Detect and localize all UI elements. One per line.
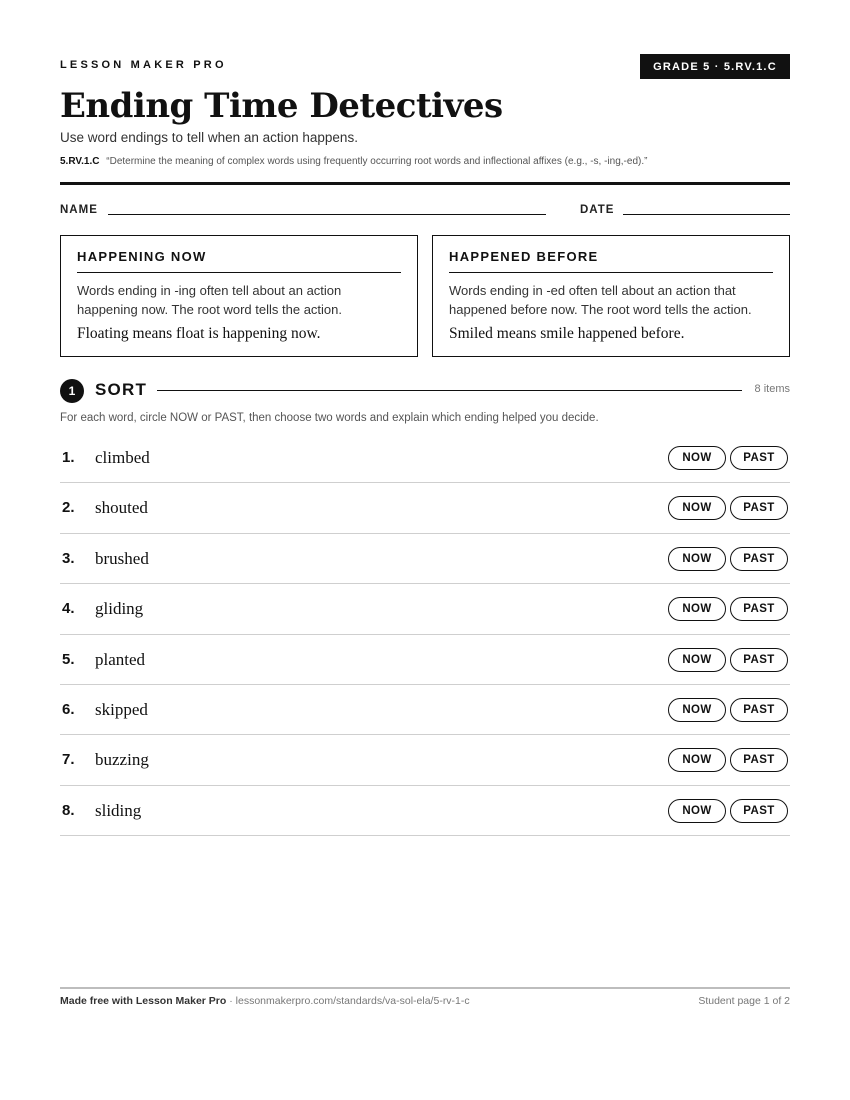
now-option[interactable]: NOW	[668, 799, 726, 823]
word-row	[60, 635, 790, 685]
standard-line	[60, 156, 647, 167]
word-text: climbed	[95, 448, 150, 467]
item-count: 8 items	[754, 383, 790, 395]
card-happened-before	[432, 235, 790, 357]
page-subtitle: Use word endings to tell when an action happens.	[60, 130, 358, 145]
now-option[interactable]: NOW	[668, 698, 726, 722]
now-option[interactable]: NOW	[668, 446, 726, 470]
word-row	[60, 584, 790, 634]
footer-divider	[60, 987, 790, 989]
word-text: buzzing	[95, 750, 149, 770]
word-number: 5.	[62, 650, 75, 668]
word-row	[60, 433, 790, 483]
now-option[interactable]: NOW	[668, 648, 726, 672]
past-option[interactable]: PAST	[730, 799, 788, 823]
past-option[interactable]: PAST	[730, 648, 788, 672]
word-row	[60, 534, 790, 584]
date-label: DATE	[580, 204, 615, 216]
past-option[interactable]: PAST	[730, 547, 788, 571]
standard-code: 5.RV.1.C	[60, 156, 100, 167]
now-option[interactable]: NOW	[668, 547, 726, 571]
word-number: 4.	[62, 600, 75, 618]
section-header	[60, 378, 790, 402]
word-number: 2.	[62, 499, 75, 517]
word-row	[60, 483, 790, 533]
past-option[interactable]: PAST	[730, 446, 788, 470]
brand-name: LESSON MAKER PRO	[60, 59, 227, 71]
section-divider	[157, 390, 742, 391]
word-list	[60, 433, 790, 836]
word-number: 8.	[62, 801, 75, 819]
past-option[interactable]: PAST	[730, 496, 788, 520]
word-row	[60, 685, 790, 735]
word-text: gliding	[95, 599, 144, 619]
card-example: Smiled means smile happened before.	[449, 325, 685, 342]
section-number-badge: 1	[60, 379, 84, 403]
footer-credit	[60, 995, 470, 1007]
page-indicator: Student page 1 of 2	[698, 995, 790, 1007]
grade-badge: GRADE 5 · 5.RV.1.C	[640, 54, 790, 79]
card-description: Words ending in -ed often tell about an action that happened before now. The root word tells the action.	[449, 283, 752, 317]
footer-made-with: Made free with Lesson Maker Pro	[60, 995, 227, 1007]
instructions: For each word, circle NOW or PAST, then choose two words and explain which ending helped you decide.	[60, 412, 599, 424]
card-happening-now	[60, 235, 418, 357]
name-label: NAME	[60, 204, 98, 216]
card-heading: HAPPENED BEFORE	[449, 249, 773, 273]
now-option[interactable]: NOW	[668, 597, 726, 621]
card-example: Floating means float is happening now.	[77, 325, 321, 342]
past-option[interactable]: PAST	[730, 597, 788, 621]
word-text: shouted	[95, 498, 148, 518]
header-divider	[60, 182, 790, 185]
word-number: 6.	[62, 700, 75, 718]
word-number: 3.	[62, 549, 75, 567]
section-title: SORT	[95, 380, 148, 399]
page-title: Ending Time Detectives	[60, 86, 503, 126]
word-row	[60, 786, 790, 836]
word-text: sliding	[95, 800, 142, 820]
word-row	[60, 735, 790, 785]
worksheet-page	[60, 0, 790, 1100]
word-text: skipped	[95, 699, 148, 719]
word-text: planted	[95, 649, 146, 669]
word-text: brushed	[95, 548, 149, 568]
word-number: 1.	[62, 449, 75, 466]
past-option[interactable]: PAST	[730, 748, 788, 772]
card-heading: HAPPENING NOW	[77, 249, 401, 273]
word-number: 7.	[62, 751, 75, 769]
date-field[interactable]	[623, 214, 790, 215]
footer-url[interactable]: · lessonmakerpro.com/standards/va-sol-ela/5-rv-1-c	[226, 995, 470, 1007]
standard-text: “Determine the meaning of complex words using frequently occurring root words and inflectional affixes (e.g., -s, -ing,-ed).”	[106, 156, 648, 167]
name-field[interactable]	[108, 214, 546, 215]
card-description: Words ending in -ing often tell about an action happening now. The root word tells the action.	[77, 283, 342, 317]
now-option[interactable]: NOW	[668, 496, 726, 520]
past-option[interactable]: PAST	[730, 698, 788, 722]
now-option[interactable]: NOW	[668, 748, 726, 772]
